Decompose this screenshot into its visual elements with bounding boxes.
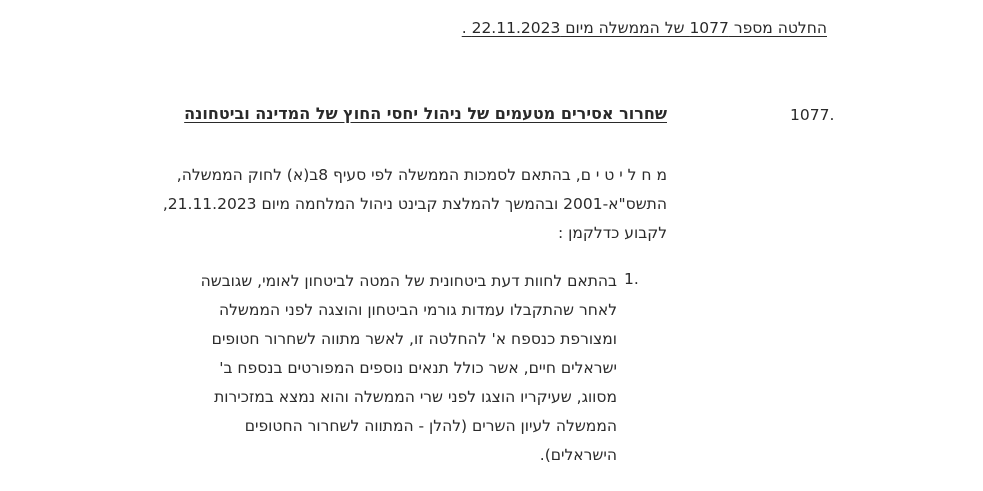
decision-number: 1077. bbox=[790, 106, 835, 124]
resolution-intro bbox=[147, 161, 667, 248]
paragraph-1 bbox=[97, 267, 617, 470]
paragraph-line: הממשלה לעיון השרים (להלן - המתווה לשחרור החטופים bbox=[244, 417, 617, 435]
paragraph-number: 1. bbox=[624, 270, 639, 288]
decision-header: החלטה מספר 1077 של הממשלה מיום 22.11.2023 . bbox=[461, 19, 827, 37]
resolution-line: מ ח ל י ט י ם, בהתאם לסמכות הממשלה לפי סעיף 8ב(א) לחוק הממשלה, bbox=[176, 166, 667, 184]
paragraph-line: לאחר שהתקבלו עמדות גורמי הביטחון והוצגה לפני הממשלה bbox=[219, 301, 617, 319]
paragraph-line: מסווג, שעיקריו הוצגו לפני שרי הממשלה והוא נמצא במזכירות bbox=[214, 388, 617, 406]
paragraph-line: בהתאם לחוות דעת ביטחונית של המטה לביטחון לאומי, שגובשה bbox=[200, 272, 617, 290]
decision-subject: שחרור אסירים מטעמים של ניהול יחסי החוץ של המדינה וביטחונה bbox=[184, 104, 667, 123]
paragraph-line: ומצורפת כנספח א' להחלטה זו, לאשר מתווה לשחרור חטופים bbox=[211, 330, 617, 348]
paragraph-line: ישראלים חיים, אשר כולל תנאים נוספים המפורטים בנספח ב' bbox=[219, 359, 617, 377]
resolution-line: לקבוע כדלקמן : bbox=[558, 224, 667, 242]
resolution-line: התשס"א-2001 ובהמשך להמלצת קבינט ניהול המלחמה מיום 21.11.2023, bbox=[162, 195, 667, 213]
paragraph-line: הישראלים). bbox=[539, 446, 617, 464]
